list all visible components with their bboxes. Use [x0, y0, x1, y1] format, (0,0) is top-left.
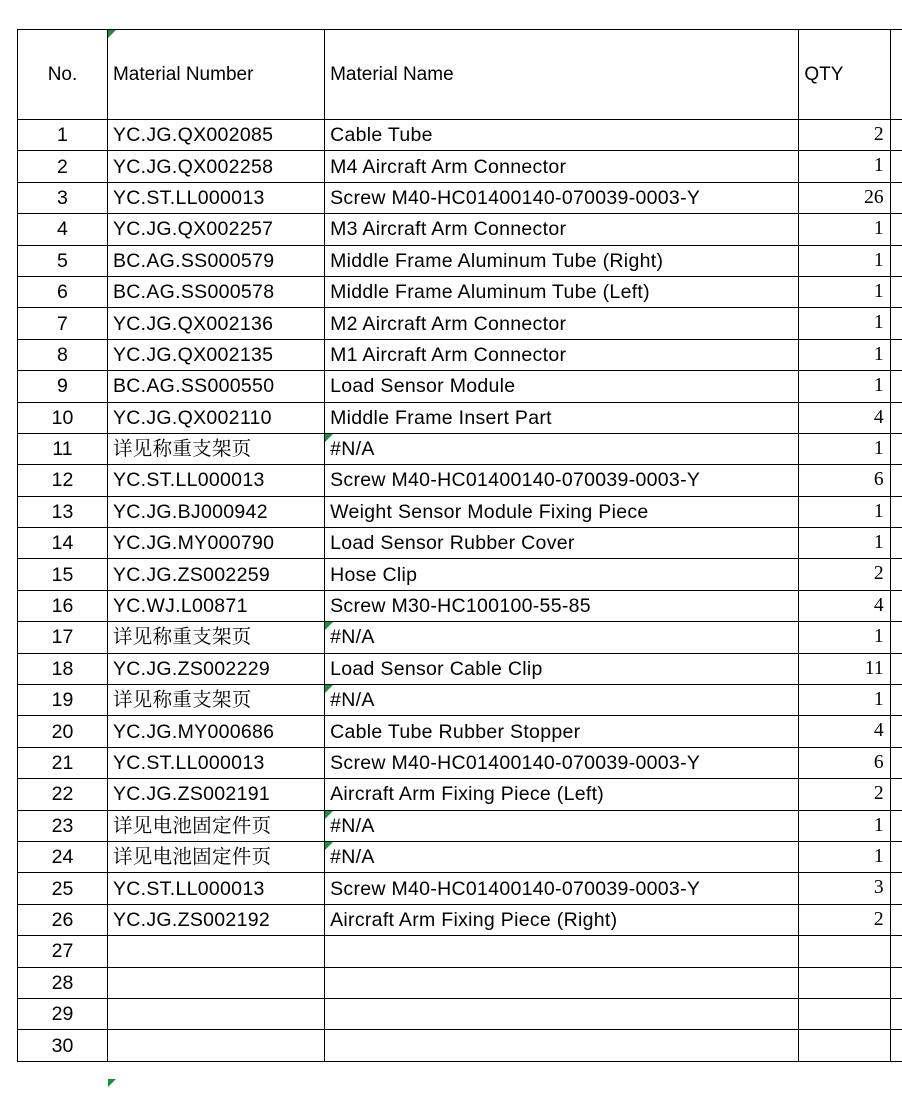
row-number-cell[interactable]: 30 — [18, 1030, 108, 1061]
table-row — [18, 371, 902, 402]
extra-cell[interactable] — [890, 998, 902, 1029]
material-number-cell[interactable]: YC.JG.QX002110 — [107, 402, 324, 433]
row-number-cell[interactable]: 17 — [18, 622, 108, 653]
extra-cell[interactable] — [890, 936, 902, 967]
row-number-cell[interactable]: 11 — [18, 433, 108, 464]
error-flag-icon — [325, 434, 333, 442]
material-name-text: Load Sensor Rubber Cover — [330, 532, 575, 555]
row-number-cell[interactable]: 29 — [18, 998, 108, 1029]
table-row — [18, 276, 902, 307]
material-name-cell[interactable] — [325, 622, 799, 653]
qty-cell[interactable]: 1 — [799, 371, 890, 402]
table-row — [18, 716, 902, 747]
material-name-cell[interactable] — [325, 590, 799, 621]
table-row — [18, 433, 902, 464]
row-number-cell[interactable]: 5 — [18, 245, 108, 276]
material-name-text: Weight Sensor Module Fixing Piece — [330, 500, 649, 523]
header-row — [18, 30, 902, 120]
extra-cell[interactable] — [890, 653, 902, 684]
material-name-text: Load Sensor Cable Clip — [330, 657, 543, 680]
extra-cell[interactable] — [890, 496, 902, 527]
material-name-text: Screw M40-HC01400140-070039-0003-Y — [330, 186, 701, 209]
qty-cell[interactable]: 4 — [799, 590, 890, 621]
row-number-cell[interactable]: 21 — [18, 747, 108, 778]
row-number-cell[interactable]: 24 — [18, 841, 108, 872]
material-name-cell[interactable] — [325, 967, 799, 998]
extra-cell[interactable] — [890, 873, 902, 904]
row-number-cell[interactable]: 4 — [18, 214, 108, 245]
extra-cell[interactable] — [890, 182, 902, 213]
material-name-text: Screw M40-HC01400140-070039-0003-Y — [330, 752, 701, 774]
header-material-number[interactable] — [107, 30, 324, 120]
row-number-cell[interactable]: 1 — [18, 120, 108, 151]
table-row — [18, 936, 902, 967]
row-number-cell[interactable]: 20 — [18, 716, 108, 747]
material-name-text: #N/A — [330, 438, 375, 461]
material-name-cell[interactable] — [325, 496, 799, 527]
extra-cell[interactable] — [890, 151, 902, 182]
row-number-cell[interactable]: 15 — [18, 559, 108, 590]
qty-cell[interactable]: 1 — [799, 496, 890, 527]
material-name-cell[interactable] — [325, 371, 799, 402]
row-number-cell[interactable]: 3 — [18, 182, 108, 213]
table-row — [18, 402, 902, 433]
material-name-cell[interactable] — [325, 1030, 799, 1061]
bom-table — [17, 29, 902, 1062]
material-number-cell[interactable]: BC.AG.SS000550 — [107, 371, 324, 402]
material-name-cell[interactable] — [325, 182, 799, 213]
table-row — [18, 998, 902, 1029]
error-flag-icon — [325, 685, 333, 693]
extra-cell[interactable] — [890, 120, 902, 151]
material-name-cell[interactable] — [325, 716, 799, 747]
error-flag-icon — [325, 842, 333, 850]
material-name-text: #N/A — [330, 846, 375, 869]
material-number-cell[interactable]: YC.JG.BJ000942 — [107, 496, 324, 527]
extra-cell[interactable] — [890, 904, 902, 935]
qty-cell[interactable]: 2 — [799, 559, 890, 590]
material-name-text: Screw M40-HC01400140-070039-0003-Y — [330, 469, 701, 492]
material-name-text: #N/A — [330, 814, 375, 837]
material-name-text: #N/A — [330, 689, 375, 712]
material-name-text: Load Sensor Module — [330, 375, 516, 398]
extra-cell[interactable] — [890, 371, 902, 402]
row-number-cell[interactable]: 19 — [18, 685, 108, 716]
extra-cell[interactable] — [890, 528, 902, 559]
material-name-cell[interactable] — [325, 245, 799, 276]
material-number-cell[interactable]: YC.JG.ZS002259 — [107, 559, 324, 590]
qty-cell[interactable]: 1 — [799, 276, 890, 307]
row-number-cell[interactable]: 27 — [18, 936, 108, 967]
material-number-cell[interactable]: YC.JG.QX002135 — [107, 339, 324, 370]
material-name-text: Middle Frame Insert Part — [330, 406, 552, 429]
material-number-cell[interactable]: BC.AG.SS000579 — [107, 245, 324, 276]
material-number-cell[interactable]: YC.ST.LL000013 — [107, 873, 324, 904]
qty-cell[interactable]: 1 — [799, 433, 890, 464]
material-number-cell[interactable]: 详见称重支架页 — [107, 622, 324, 653]
extra-cell[interactable] — [890, 465, 902, 496]
table-row — [18, 904, 902, 935]
table-row — [18, 465, 902, 496]
material-name-cell[interactable] — [325, 433, 799, 464]
extra-cell[interactable] — [890, 214, 902, 245]
material-name-cell[interactable] — [325, 685, 799, 716]
material-number-cell[interactable]: YC.JG.QX002258 — [107, 151, 324, 182]
material-name-cell[interactable] — [325, 120, 799, 151]
table-row — [18, 747, 902, 778]
material-name-cell[interactable] — [325, 308, 799, 339]
qty-cell[interactable]: 6 — [799, 465, 890, 496]
qty-cell[interactable]: 4 — [799, 402, 890, 433]
table-row — [18, 653, 902, 684]
extra-cell[interactable] — [890, 716, 902, 747]
table-row — [18, 308, 902, 339]
qty-cell[interactable]: 2 — [799, 904, 890, 935]
extra-cell[interactable] — [890, 559, 902, 590]
row-number-cell[interactable]: 28 — [18, 967, 108, 998]
table-row — [18, 685, 902, 716]
material-number-cell[interactable]: YC.ST.LL000013 — [107, 747, 324, 778]
qty-cell[interactable] — [799, 998, 890, 1029]
table-row — [18, 559, 902, 590]
material-number-cell[interactable]: 详见称重支架页 — [107, 433, 324, 464]
qty-cell[interactable]: 1 — [799, 214, 890, 245]
extra-cell[interactable] — [890, 622, 902, 653]
material-number-cell[interactable]: YC.JG.ZS002229 — [107, 653, 324, 684]
row-number-cell[interactable]: 2 — [18, 151, 108, 182]
table-row — [18, 151, 902, 182]
material-number-cell[interactable]: YC.JG.ZS002192 — [107, 904, 324, 935]
qty-cell[interactable] — [799, 936, 890, 967]
material-number-cell[interactable]: YC.WJ.L00871 — [107, 590, 324, 621]
material-name-cell[interactable] — [325, 810, 799, 841]
material-name-cell[interactable] — [325, 747, 799, 778]
qty-cell[interactable]: 2 — [799, 779, 890, 810]
error-flag-icon — [108, 30, 116, 38]
header-qty[interactable]: QTY — [799, 30, 890, 120]
material-name-cell[interactable] — [325, 214, 799, 245]
material-name-text: Hose Clip — [330, 563, 418, 586]
material-number-cell[interactable]: YC.JG.QX002257 — [107, 214, 324, 245]
table-row — [18, 810, 902, 841]
material-number-cell[interactable]: YC.JG.MY000790 — [107, 528, 324, 559]
material-name-cell[interactable] — [325, 151, 799, 182]
qty-cell[interactable]: 1 — [799, 622, 890, 653]
material-number-cell[interactable]: 详见称重支架页 — [107, 685, 324, 716]
qty-cell[interactable]: 1 — [799, 528, 890, 559]
material-name-cell[interactable] — [325, 936, 799, 967]
table-row — [18, 967, 902, 998]
material-name-cell[interactable] — [325, 841, 799, 872]
row-number-cell[interactable]: 23 — [18, 810, 108, 841]
material-name-cell[interactable] — [325, 528, 799, 559]
qty-cell[interactable] — [799, 1030, 890, 1061]
extra-cell[interactable] — [890, 810, 902, 841]
extra-cell[interactable] — [890, 433, 902, 464]
table-row — [18, 214, 902, 245]
extra-cell[interactable] — [890, 1030, 902, 1061]
material-name-text: Aircraft Arm Fixing Piece (Left) — [330, 783, 605, 806]
material-name-cell[interactable] — [325, 779, 799, 810]
qty-cell[interactable]: 2 — [799, 120, 890, 151]
table-row — [18, 496, 902, 527]
table-row — [18, 590, 902, 621]
material-name-cell[interactable] — [325, 873, 799, 904]
table-row — [18, 528, 902, 559]
material-name-text: M1 Aircraft Arm Connector — [330, 343, 567, 366]
error-flag-icon — [325, 622, 333, 630]
qty-cell[interactable]: 1 — [799, 151, 890, 182]
material-number-cell[interactable]: YC.ST.LL000013 — [107, 182, 324, 213]
qty-cell[interactable]: 1 — [799, 841, 890, 872]
row-number-cell[interactable]: 7 — [18, 308, 108, 339]
qty-cell[interactable]: 1 — [799, 685, 890, 716]
qty-cell[interactable]: 1 — [799, 245, 890, 276]
table-row — [18, 1030, 902, 1061]
table-row — [18, 120, 902, 151]
material-name-text: M3 Aircraft Arm Connector — [330, 218, 567, 241]
row-number-cell[interactable]: 25 — [18, 873, 108, 904]
material-number-cell[interactable]: 详见电池固定件页 — [107, 841, 324, 872]
extra-cell[interactable] — [890, 779, 902, 810]
material-number-cell[interactable] — [107, 967, 324, 998]
row-number-cell[interactable]: 22 — [18, 779, 108, 810]
table-row — [18, 245, 902, 276]
row-number-cell[interactable]: 12 — [18, 465, 108, 496]
qty-cell[interactable]: 1 — [799, 308, 890, 339]
material-name-text: M2 Aircraft Arm Connector — [330, 312, 567, 335]
material-name-text: Screw M40-HC01400140-070039-0003-Y — [330, 877, 701, 900]
material-name-cell[interactable] — [325, 402, 799, 433]
extra-cell[interactable] — [890, 308, 902, 339]
header-material-name[interactable]: Material Name — [325, 30, 799, 120]
qty-cell[interactable]: 3 — [799, 873, 890, 904]
qty-cell[interactable] — [799, 967, 890, 998]
extra-cell[interactable] — [890, 685, 902, 716]
extra-cell[interactable] — [890, 339, 902, 370]
row-number-cell[interactable]: 26 — [18, 904, 108, 935]
row-number-cell[interactable]: 18 — [18, 653, 108, 684]
table-row — [18, 779, 902, 810]
table-row — [18, 873, 902, 904]
table-row — [18, 622, 902, 653]
qty-cell[interactable]: 1 — [799, 810, 890, 841]
material-name-text: #N/A — [330, 626, 375, 649]
material-number-cell[interactable]: YC.ST.LL000013 — [107, 465, 324, 496]
material-number-cell[interactable]: YC.JG.QX002085 — [107, 120, 324, 151]
material-name-cell[interactable] — [325, 653, 799, 684]
material-name-text: Middle Frame Aluminum Tube (Right) — [330, 249, 664, 272]
row-number-cell[interactable]: 8 — [18, 339, 108, 370]
material-name-cell[interactable] — [325, 559, 799, 590]
material-name-cell[interactable] — [325, 465, 799, 496]
row-number-cell[interactable]: 6 — [18, 276, 108, 307]
material-number-cell[interactable]: 详见电池固定件页 — [107, 810, 324, 841]
material-name-cell[interactable] — [325, 339, 799, 370]
header-no[interactable]: No. — [18, 30, 108, 120]
error-flag-icon — [325, 811, 333, 819]
material-number-cell[interactable] — [107, 998, 324, 1029]
extra-cell[interactable] — [890, 402, 902, 433]
extra-cell[interactable] — [890, 841, 902, 872]
material-name-text: Cable Tube Rubber Stopper — [330, 720, 581, 743]
header-extra[interactable] — [890, 30, 902, 120]
material-number-cell[interactable] — [107, 936, 324, 967]
material-name-text: Screw M30-HC100100-55-85 — [330, 595, 591, 618]
header-material-number-label: Material Number — [112, 63, 254, 85]
material-name-text: Cable Tube — [330, 124, 433, 147]
error-flag-icon — [108, 1079, 116, 1087]
material-name-cell[interactable] — [325, 998, 799, 1029]
table-row — [18, 841, 902, 872]
row-number-cell[interactable]: 14 — [18, 528, 108, 559]
row-number-cell[interactable]: 13 — [18, 496, 108, 527]
extra-cell[interactable] — [890, 276, 902, 307]
extra-cell[interactable] — [890, 747, 902, 778]
material-number-cell[interactable]: YC.JG.ZS002191 — [107, 779, 324, 810]
material-number-cell[interactable]: YC.JG.MY000686 — [107, 716, 324, 747]
extra-cell[interactable] — [890, 245, 902, 276]
qty-cell[interactable]: 6 — [799, 747, 890, 778]
row-number-cell[interactable]: 9 — [18, 371, 108, 402]
material-number-cell[interactable]: BC.AG.SS000578 — [107, 276, 324, 307]
table-row — [18, 182, 902, 213]
material-name-cell[interactable] — [325, 904, 799, 935]
material-number-cell[interactable]: YC.JG.QX002136 — [107, 308, 324, 339]
extra-cell[interactable] — [890, 967, 902, 998]
row-number-cell[interactable]: 10 — [18, 402, 108, 433]
material-name-text: Aircraft Arm Fixing Piece (Right) — [330, 908, 618, 931]
material-name-text: Middle Frame Aluminum Tube (Left) — [330, 281, 650, 304]
material-name-cell[interactable] — [325, 276, 799, 307]
extra-cell[interactable] — [890, 590, 902, 621]
qty-cell[interactable]: 26 — [799, 182, 890, 213]
qty-cell[interactable]: 4 — [799, 716, 890, 747]
material-number-cell[interactable] — [107, 1030, 324, 1061]
table-row — [18, 339, 902, 370]
material-name-text: M4 Aircraft Arm Connector — [330, 155, 567, 178]
row-number-cell[interactable]: 16 — [18, 590, 108, 621]
qty-cell[interactable]: 1 — [799, 339, 890, 370]
qty-cell[interactable]: 11 — [799, 653, 890, 684]
